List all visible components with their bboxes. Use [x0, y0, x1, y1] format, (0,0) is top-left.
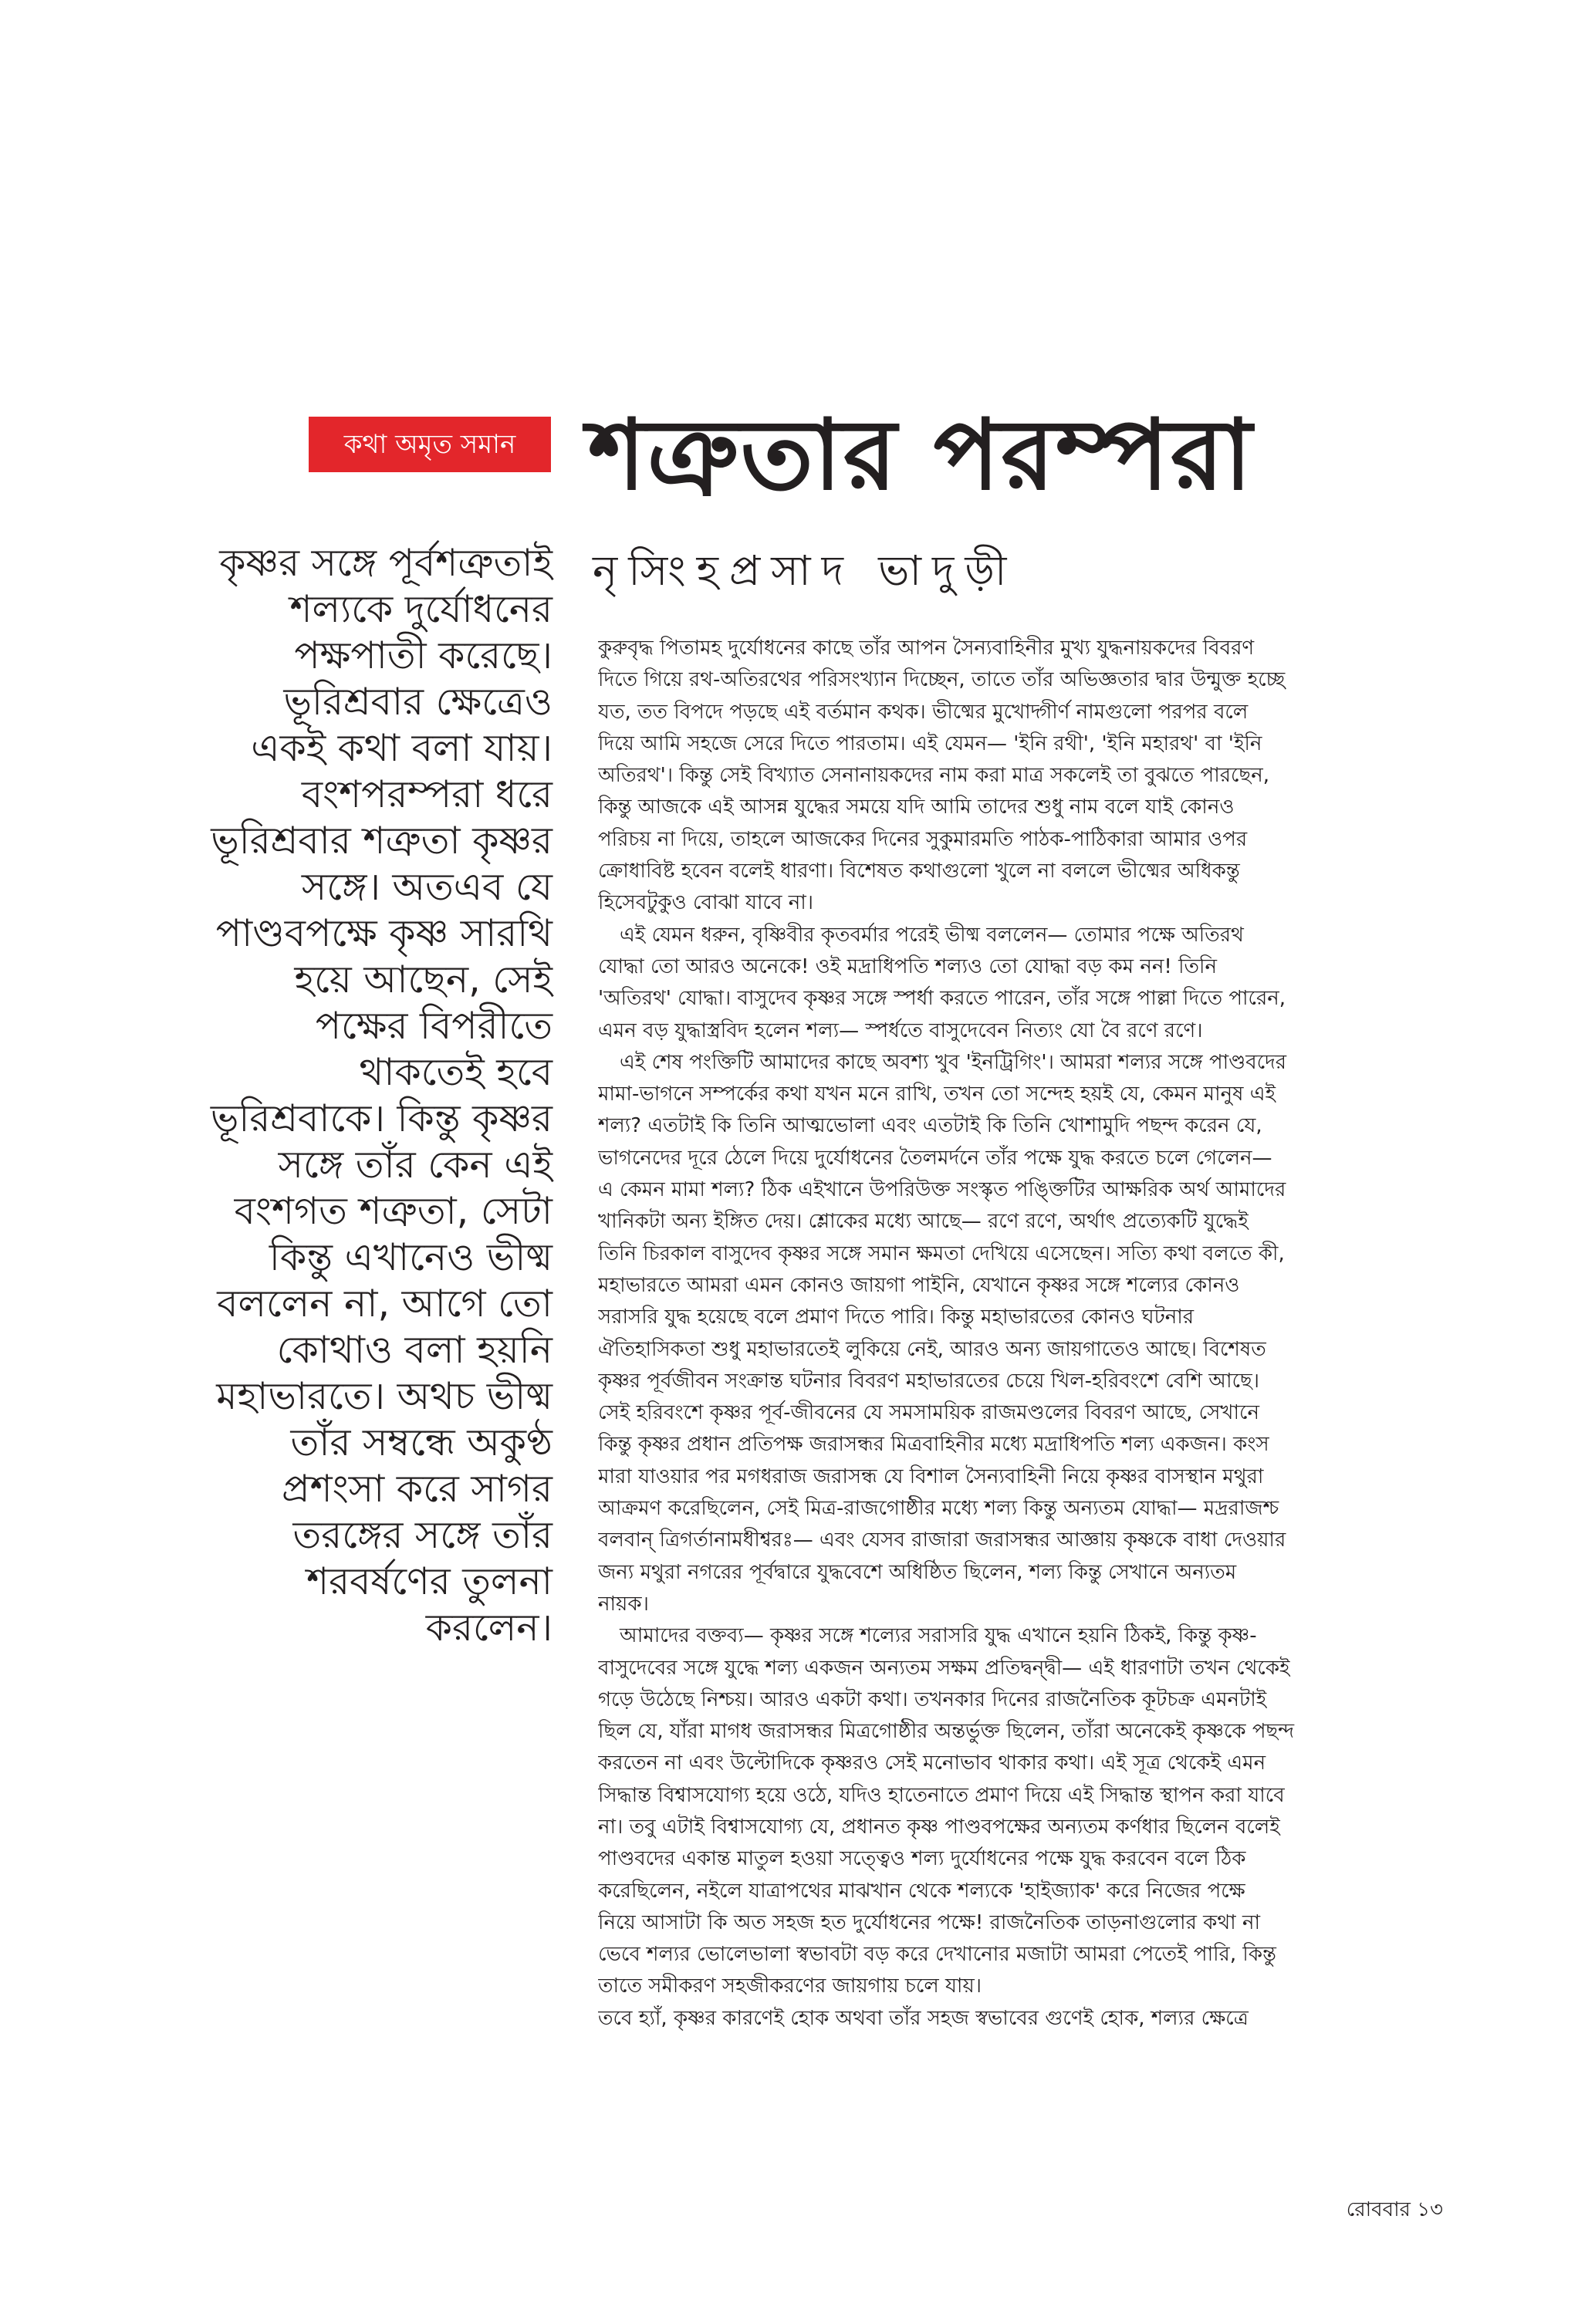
- pull-quote-line: সঙ্গে। অতএব যে: [301, 865, 553, 909]
- pull-quote-line: তরঙ্গের সঙ্গে তাঁর: [292, 1513, 553, 1557]
- article-line: সিদ্ধান্ত বিশ্বাসযোগ্য হয়ে ওঠে, যদিও হাতেনাতে প্রমাণ দিয়ে এই সিদ্ধান্ত স্থাপন করা যাবে: [598, 1783, 1285, 1807]
- article-line: দিয়ে আমি সহজে সেরে দিতে পারতাম। এই যেমন— 'ইনি রথী', 'ইনি মহারথ' বা 'ইনি: [598, 731, 1262, 755]
- article-line: শল্য? এতটাই কি তিনি আত্মভোলা এবং এতটাই কি তিনি খোশামুদি পছন্দ করেন যে,: [598, 1114, 1262, 1138]
- article-line: তাতে সমীকরণ সহজীকরণের জায়গায় চলে যায়।: [598, 1974, 982, 1998]
- article-line: নায়ক।: [598, 1592, 649, 1616]
- article-line: খানিকটা অন্য ইঙ্গিত দেয়। শ্লোকের মধ্যে আছে— রণে রণে, অর্থাৎ প্রত্যেকটি যুদ্ধেই: [598, 1210, 1249, 1234]
- pull-quote-line: কৃষ্ণর সঙ্গে পূর্বশত্রুতাই: [219, 541, 553, 585]
- article-line: মহাভারতে আমরা এমন কোনও জায়গা পাইনি, যেখানে কৃষ্ণর সঙ্গে শল্যের কোনও: [598, 1273, 1240, 1297]
- article-line: ভাগনেদের দূরে ঠেলে দিয়ে দুর্যোধনের তৈলমর্দনে তাঁর পক্ষে যুদ্ধ করতে চলে গেলেন—: [598, 1146, 1272, 1170]
- column-kicker-label: কথা অমৃত সমান: [309, 417, 551, 472]
- article-line: হিসেবটুকুও বোঝা যাবে না।: [598, 891, 814, 915]
- pull-quote-line: পক্ষপাতী করেছে।: [294, 633, 553, 677]
- article-line: গড়ে উঠেছে নিশ্চয়। আরও একটা কথা। তখনকার দিনের রাজনৈতিক কূটচক্র এমনটাই: [598, 1687, 1267, 1711]
- article-line: এ কেমন মামা শল্য? ঠিক এইখানে উপরিউক্ত সংস্কৃত পঙ্ক্তিটির আক্ষরিক অর্থ আমাদের: [598, 1178, 1286, 1202]
- article-line: মামা-ভাগনে সম্পর্কের কথা যখন মনে রাখি, তখন তো সন্দেহ হয়ই যে, কেমন মানুষ এই: [598, 1083, 1276, 1106]
- article-line: বাসুদেবের সঙ্গে যুদ্ধে শল্য একজন অন্যতম সক্ষম প্রতিদ্বন্দ্বী— এই ধারণাটা তখন থেকেই: [598, 1656, 1290, 1680]
- pull-quote-line: একই কথা বলা যায়।: [251, 726, 553, 770]
- pull-quote-line: তাঁর সম্বন্ধে অকুণ্ঠ: [290, 1420, 553, 1464]
- article-line: ছিল যে, যাঁরা মাগধ জরাসন্ধর মিত্রগোষ্ঠীর অন্তর্ভুক্ত ছিলেন, তাঁরা অনেকেই কৃষ্ণকে পছন্দ: [598, 1720, 1295, 1744]
- article-line: বলবান্ ত্রিগর্তানামধীশ্বরঃ— এবং যেসব রাজারা জরাসন্ধর আজ্ঞায় কৃষ্ণকে বাধা দেওয়ার: [598, 1529, 1286, 1552]
- pull-quote-line: শরবর্ষণের তুলনা: [306, 1559, 553, 1603]
- article-line: আক্রমণ করেছিলেন, সেই মিত্র-রাজগোষ্ঠীর মধ্যে শল্য কিন্তু অন্যতম যোদ্ধা— মদ্ররাজশ্চ: [598, 1497, 1279, 1521]
- pull-quote-line: পক্ষের বিপরীতে: [315, 1004, 553, 1048]
- pull-quote: [159, 540, 553, 1651]
- pull-quote-line: বললেন না, আগে তো: [217, 1282, 553, 1326]
- author-byline: নৃসিংহপ্রসাদ ভাদুড়ী: [593, 546, 1018, 595]
- article-line: 'অতিরথ' যোদ্ধা। বাসুদেব কৃষ্ণর সঙ্গে স্পর্ধা করতে পারেন, তাঁর সঙ্গে পাল্লা দিতে পারেন,: [598, 987, 1286, 1011]
- article-line: পরিচয় না দিয়ে, তাহলে আজকের দিনের সুকুমারমতি পাঠক-পাঠিকারা আমার ওপর: [598, 827, 1248, 851]
- article-line: ক্রোধাবিষ্ট হবেন বলেই ধারণা। বিশেষত কথাগুলো খুলে না বললে ভীষ্মের অধিকন্তু: [598, 860, 1240, 883]
- pull-quote-line: পাণ্ডবপক্ষে কৃষ্ণ সারথি: [215, 911, 553, 955]
- pull-quote-line: প্রশংসা করে সাগর: [282, 1467, 553, 1511]
- article-line: যোদ্ধা তো আরও অনেকে! ওই মদ্রাধিপতি শল্যও তো যোদ্ধা বড় কম নন! তিনি: [598, 954, 1218, 978]
- pull-quote-line: সঙ্গে তাঁর কেন এই: [278, 1143, 553, 1187]
- article-line: না। তবু এটাই বিশ্বাসযোগ্য যে, প্রধানত কৃষ্ণ পাণ্ডবপক্ষের অন্যতম কর্ণধার ছিলেন বলেই: [598, 1815, 1280, 1839]
- pull-quote-line: ভূরিশ্রবার শত্রুতা কৃষ্ণর: [211, 819, 553, 863]
- pull-quote-line: হয়ে আছেন, সেই: [294, 958, 553, 1002]
- article-line: করেছিলেন, নইলে যাত্রাপথের মাঝখান থেকে শল্যকে 'হাইজ্যাক' করে নিজের পক্ষে: [598, 1879, 1245, 1903]
- pull-quote-line: বংশপরম্পরা ধরে: [301, 772, 553, 816]
- pull-quote-line: ভূরিশ্রবাকে। কিন্তু কৃষ্ণর: [210, 1096, 553, 1140]
- article-line: জন্য মথুরা নগরের পূর্বদ্বারে যুদ্ধবেশে অধিষ্ঠিত ছিলেন, শল্য কিন্তু সেখানে অন্যতম: [598, 1560, 1237, 1584]
- article-line: আমাদের বক্তব্য— কৃষ্ণর সঙ্গে শল্যের সরাসরি যুদ্ধ এখানে হয়নি ঠিকই, কিন্তু কৃষ্ণ-: [620, 1624, 1257, 1648]
- pull-quote-line: ভূরিশ্রবার ক্ষেত্রেও: [283, 680, 553, 724]
- article-body: [598, 633, 1428, 2035]
- pull-quote-line: থাকতেই হবে: [359, 1050, 553, 1094]
- article-line: কুরুবৃদ্ধ পিতামহ দুর্যোধনের কাছে তাঁর আপন সৈন্যবাহিনীর মুখ্য যুদ্ধনায়কদের বিবরণ: [598, 637, 1255, 660]
- article-line: তিনি চিরকাল বাসুদেব কৃষ্ণর সঙ্গে সমান ক্ষমতা দেখিয়ে এসেছেন। সত্যি কথা বলতে কী,: [598, 1241, 1285, 1265]
- article-line: এমন বড় যুদ্ধাস্ত্রবিদ হলেন শল্য— স্পর্ধতে বাসুদেবেন নিত্যং যো বৈ রণে রণে।: [598, 1018, 1203, 1042]
- article-line: এই যেমন ধরুন, বৃষ্ণিবীর কৃতবর্মার পরেই ভীষ্ম বললেন— তোমার পক্ষে অতিরথ: [620, 923, 1244, 947]
- article-line: তবে হ্যাঁ, কৃষ্ণর কারণেই হোক অথবা তাঁর সহজ স্বভাবের গুণেই হোক, শল্যর ক্ষেত্রে: [598, 2006, 1249, 2030]
- article-line: অতিরথ'। কিন্তু সেই বিখ্যাত সেনানায়কদের নাম করা মাত্র সকলেই তা বুঝতে পারছেন,: [598, 764, 1270, 788]
- article-line: এই শেষ পংক্তিটি আমাদের কাছে অবশ্য খুব 'ইনট্রিগিং'। আমরা শল্যর সঙ্গে পাণ্ডবদের: [620, 1050, 1287, 1074]
- article-title: শত্রুতার পরম্পরা: [588, 398, 1254, 512]
- article-line: ভেবে শল্যর ভোলেভালা স্বভাবটা বড় করে দেখানোর মজাটা আমরা পেতেই পারি, কিন্তু: [598, 1943, 1276, 1967]
- article-line: সেই হরিবংশে কৃষ্ণর পূর্ব-জীবনের যে সমসাময়িক রাজমণ্ডলের বিবরণ আছে, সেখানে: [598, 1401, 1259, 1425]
- article-line: করতেন না এবং উল্টোদিকে কৃষ্ণরও সেই মনোভাব থাকার কথা। এই সূত্র থেকেই এমন: [598, 1751, 1266, 1775]
- article-line: মারা যাওয়ার পর মগধরাজ জরাসন্ধ যে বিশাল সৈন্যবাহিনী নিয়ে কৃষ্ণর বাসস্থান মথুরা: [598, 1464, 1264, 1488]
- pull-quote-line: কিন্তু এখানেও ভীষ্ম: [269, 1235, 553, 1279]
- article-line: কিন্তু কৃষ্ণর প্রধান প্রতিপক্ষ জরাসন্ধর মিত্রবাহিনীর মধ্যে মদ্রাধিপতি শল্য একজন। কংস: [598, 1433, 1269, 1457]
- pull-quote-line: কোথাও বলা হয়নি: [276, 1328, 553, 1372]
- pull-quote-line: বংশগত শত্রুতা, সেটা: [234, 1189, 553, 1233]
- article-line: কৃষ্ণর পূর্বজীবন সংক্রান্ত ঘটনার বিবরণ মহাভারতের চেয়ে খিল-হরিবংশে বেশি আছে।: [598, 1369, 1260, 1393]
- article-line: সরাসরি যুদ্ধ হয়েছে বলে প্রমাণ দিতে পারি। কিন্তু মহাভারতের কোনও ঘটনার: [598, 1306, 1195, 1329]
- article-line: ঐতিহাসিকতা শুধু মহাভারতেই লুকিয়ে নেই, আরও অন্য জায়গাতেও আছে। বিশেষত: [598, 1337, 1266, 1361]
- article-line: পাণ্ডবদের একান্ত মাতুল হওয়া সত্ত্বেও শল্য দুর্যোধনের পক্ষে যুদ্ধ করবেন বলে ঠিক: [598, 1847, 1246, 1871]
- pull-quote-line: করলেন।: [425, 1606, 553, 1650]
- article-line: নিয়ে আসাটা কি অত সহজ হত দুর্যোধনের পক্ষে! রাজনৈতিক তাড়নাগুলোর কথা না: [598, 1910, 1261, 1934]
- page-footer-folio: রোববার ১৩: [1346, 2198, 1443, 2221]
- article-line: কিন্তু আজকে এই আসন্ন যুদ্ধের সময়ে যদি আমি তাদের শুধু নাম বলে যাই কোনও: [598, 795, 1235, 819]
- article-line: দিতে গিয়ে রথ-অতিরথের পরিসংখ্যান দিচ্ছেন, তাতে তাঁর অভিজ্ঞতার দ্বার উন্মুক্ত হচ্ছে: [598, 668, 1286, 692]
- pull-quote-line: মহাভারতে। অথচ ভীষ্ম: [216, 1374, 553, 1418]
- article-line: যত, তত বিপদে পড়ছে এই বর্তমান কথক। ভীষ্মের মুখোদ্গীর্ণ নামগুলো পরপর বলে: [598, 700, 1249, 724]
- pull-quote-line: শল্যকে দুর্যোধনের: [289, 587, 553, 631]
